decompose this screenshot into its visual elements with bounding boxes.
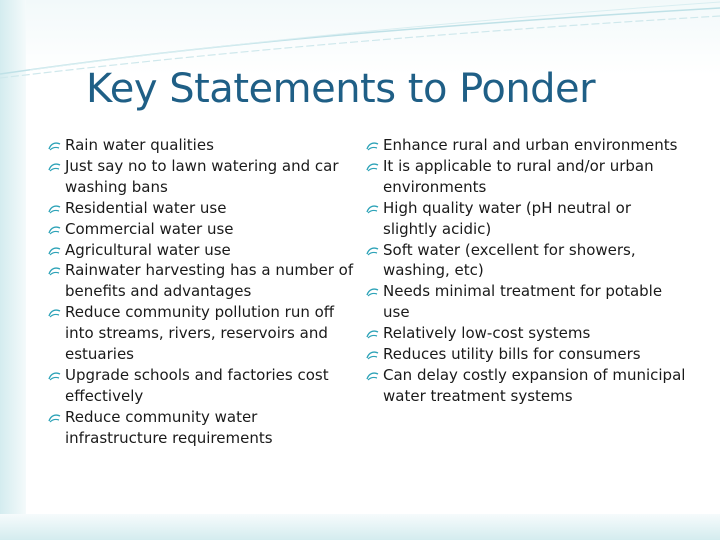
leaf-swirl-icon [48,308,61,318]
leaf-swirl-icon [48,204,61,214]
right-bullet-list [366,135,686,407]
list-item-text: Reduce community pollution run off into streams, rivers, reservoirs and estuaries [65,303,335,364]
leaf-swirl-icon [48,266,61,276]
list-item [366,198,686,240]
leaf-swirl-icon [366,246,379,256]
left-bullet-list [48,135,364,449]
list-item-text: Rainwater harvesting has a number of benefits and advantages [65,261,354,301]
list-item-text: High quality water (pH neutral or slightly acidic) [383,198,632,238]
list-item [366,281,686,323]
leaf-swirl-icon [48,246,61,256]
list-item [48,302,364,365]
list-item [48,135,364,156]
list-item-text: Reduce community water infrastructure requirements [65,407,273,447]
list-item-text: Can delay costly expansion of municipal water treatment systems [383,365,686,405]
list-item-text: Just say no to lawn watering and car washing bans [65,156,339,196]
slide-title: Key Statements to Ponder [86,66,596,112]
list-item [366,344,686,365]
list-item-text: Needs minimal treatment for potable use [383,282,663,322]
leaf-swirl-icon [366,141,379,151]
slide-left-border [0,0,26,540]
list-item [48,198,364,219]
leaf-swirl-icon [366,162,379,172]
list-item-text: Soft water (excellent for showers, washing, etc) [383,240,636,280]
list-item-text: It is applicable to rural and/or urban environments [383,156,654,196]
list-item [366,240,686,282]
list-item-text: Upgrade schools and factories cost effectively [65,365,329,405]
leaf-swirl-icon [48,413,61,423]
list-item-text: Relatively low-cost systems [383,324,591,343]
list-item-text: Agricultural water use [65,240,231,259]
slide-bottom-border [0,514,720,540]
list-item [366,135,686,156]
leaf-swirl-icon [48,371,61,381]
list-item-text: Enhance rural and urban environments [383,136,678,154]
list-item [48,240,364,261]
list-item [366,156,686,198]
list-item [366,323,686,344]
leaf-swirl-icon [48,141,61,151]
leaf-swirl-icon [48,225,61,235]
list-item [48,156,364,198]
list-item [48,219,364,240]
list-item [48,260,364,302]
leaf-swirl-icon [48,162,61,172]
leaf-swirl-icon [366,204,379,214]
list-item [366,365,686,407]
leaf-swirl-icon [366,350,379,360]
list-item-text: Rain water qualities [65,136,214,154]
list-item [48,407,364,449]
list-item-text: Commercial water use [65,219,234,238]
list-item-text: Residential water use [65,198,227,217]
list-item [48,365,364,407]
list-item-text: Reduces utility bills for consumers [383,345,641,364]
leaf-swirl-icon [366,329,379,339]
leaf-swirl-icon [366,371,379,381]
leaf-swirl-icon [366,287,379,297]
